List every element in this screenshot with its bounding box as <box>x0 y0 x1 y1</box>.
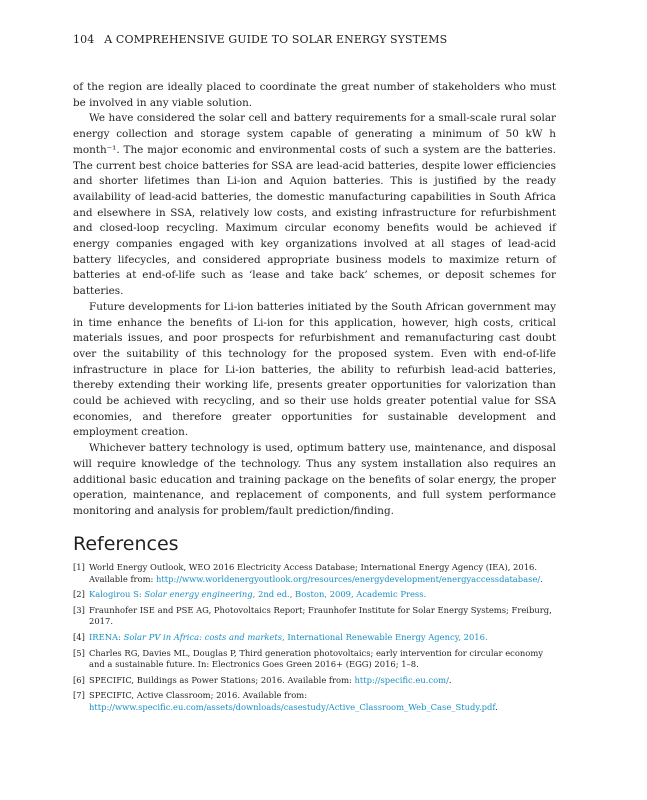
reference-list <box>73 562 556 718</box>
reference-link[interactable]: http://www.worldenergyoutlook.org/resources/energydevelopment/energyaccessdatabase/ <box>156 573 541 584</box>
reference-author: IRENA: <box>89 631 124 642</box>
reference-item[interactable]: [4] IRENA: Solar PV in Africa: costs and markets, International Renewable Energy Agency, 2016. <box>73 631 488 642</box>
reference-text: SPECIFIC, Buildings as Power Stations; 2016. Available from: <box>89 674 355 685</box>
reference-item: [1] World Energy Outlook, WEO 2016 Electricity Access Database; International Energy Agency (IEA), 2016. Available from: http://www.worldenergyoutlook.org/resources/energydevelopment/energyaccessdatabase/. <box>73 562 543 584</box>
page-number: 104 <box>73 33 95 46</box>
reference-text: Fraunhofer ISE and PSE AG, Photovoltaics Report; Fraunhofer Institute for Solar Energy Systems; Freiburg, 2017. <box>89 604 552 627</box>
reference-number: [3] <box>73 604 85 615</box>
reference-number: [6] <box>73 674 85 685</box>
body-text <box>73 80 556 520</box>
reference-details: , 2nd ed., Boston, 2009, Academic Press <box>252 589 424 600</box>
reference-item <box>73 648 556 671</box>
paragraph-2: We have considered the solar cell and battery requirements for a small-scale rural solar energy collection and storage system capable of generating a minimum of 50 kW h month⁻¹. The major economic and environmental costs of such a system are the batteries. The current best choice batteries for SSA are lead-acid batteries, despite lower efficiencies and shorter lifetimes than Li-ion and Aquion batteries. This is justified by the ready availability of lead-acid batteries, the domestic manufacturing capabilities in South Africa and elsewhere in SSA, relatively low costs, and existing infrastructure for refurbishment and closed-loop recycling. Maximum circular economy benefits would be achieved if energy companies engaged with key organizations involved at all stages of lead-acid battery lifecycles, and considered appropriate business models to maximize return of batteries at end-of-life such as ‘lease and take back’ schemes, or deposit schemes for batteries. <box>73 112 556 298</box>
reference-item <box>73 605 556 628</box>
paragraph-1: of the region are ideally placed to coordinate the great number of stakeholders who must be involved in any viable solution. <box>73 81 556 109</box>
reference-number: [7] <box>73 690 85 701</box>
reference-item[interactable]: [2] Kalogirou S: Solar energy engineering, 2nd ed., Boston, 2009, Academic Press. <box>73 589 427 600</box>
reference-link[interactable]: http://www.specific.eu.com/assets/downloads/casestudy/Active_Classroom_Web_Case_Study.pdf <box>89 701 496 712</box>
reference-number: [4] <box>73 631 85 642</box>
running-head <box>73 33 556 46</box>
references-heading: References <box>73 533 179 555</box>
paragraph-3: Future developments for Li-ion batteries initiated by the South African government may in time enhance the benefits of Li-ion for this application, however, high costs, critical materials issues, and poor prospects for refurbishment and remanufacturing cast doubt over the suitability of this technology for the proposed system. Even with end-of-life infrastructure in place for Li-ion batteries, the ability to refurbish lead-acid batteries, thereby extending their working life, presents greater opportunities for valorization than could be achieved with recycling, and so their use holds greater potential value for SSA economies, and therefore greater opportunities for sustainable development and employment creation. <box>73 300 556 439</box>
reference-item: [7] SPECIFIC, Active Classroom; 2016. Available from: http://www.specific.eu.com/assets/downloads/casestudy/Active_Classroom_Web_Case_Study.pdf. <box>73 690 498 712</box>
reference-number: [1] <box>73 562 85 572</box>
reference-details: , International Renewable Energy Agency, 2016 <box>282 631 485 642</box>
reference-link[interactable]: http://specific.eu.com/ <box>354 674 449 685</box>
book-title: A COMPREHENSIVE GUIDE TO SOLAR ENERGY SYSTEMS <box>104 33 448 46</box>
reference-number: [5] <box>73 647 85 658</box>
reference-text: Charles RG, Davies ML, Douglas P, Third generation photovoltaics; early intervention for circular economy and a sustainable future. In: Electronics Goes Green 2016+ (EGG) 2016; 1–8. <box>89 647 544 670</box>
reference-text: World Energy Outlook, WEO 2016 Electricity Access Database; International Energy Agency (IEA), 2016. Available from: <box>89 562 538 584</box>
reference-title: Solar PV in Africa: costs and markets <box>123 631 283 642</box>
reference-title: Solar energy engineering <box>144 589 253 600</box>
reference-number: [2] <box>73 589 85 600</box>
reference-text: SPECIFIC, Active Classroom; 2016. Available from: <box>89 690 308 701</box>
paragraph-4: Whichever battery technology is used, optimum battery use, maintenance, and disposal will require knowledge of the technology. Thus any system installation also requires an additional basic education and training package on the benefits of solar energy, the proper operation, maintenance, and replacement of components, and full system performance monitoring and analysis for problem/fault prediction/finding. <box>73 442 556 517</box>
reference-author: Kalogirou S: <box>89 589 145 600</box>
reference-item: [6] SPECIFIC, Buildings as Power Stations; 2016. Available from: http://specific.eu.com/. <box>73 674 452 685</box>
